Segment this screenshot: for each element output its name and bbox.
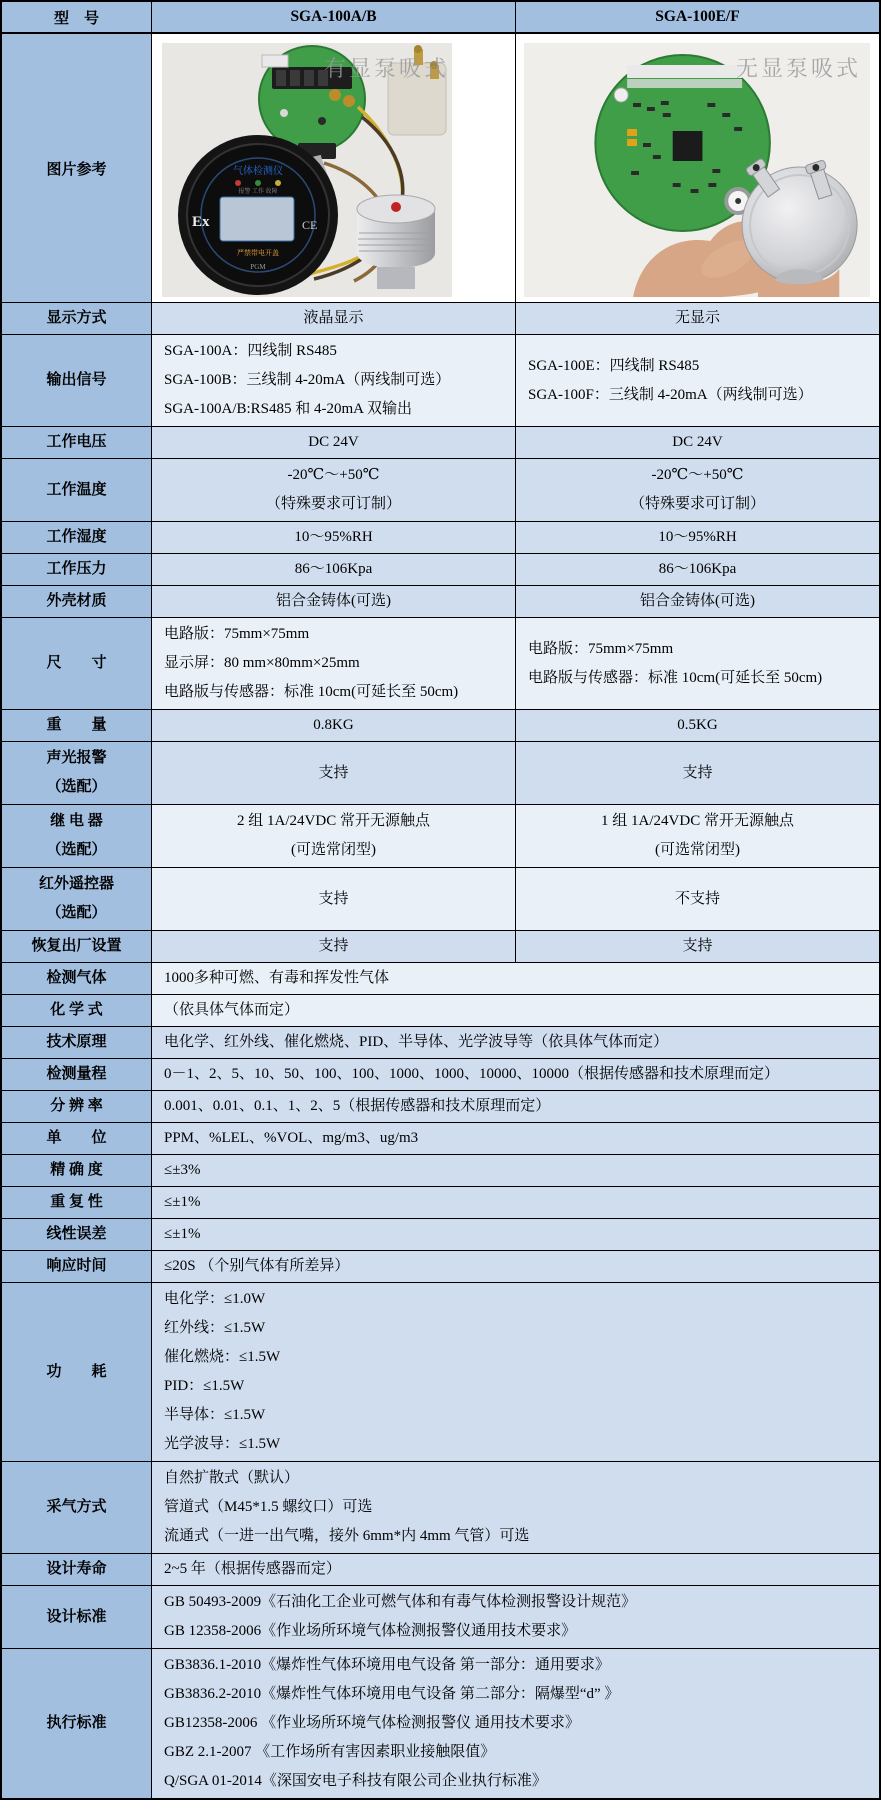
spec-value-line: 0.8KG <box>313 717 354 733</box>
spec-value-line: 红外线：≤1.5W <box>164 1320 266 1336</box>
row-label <box>2 1554 152 1585</box>
row-label-line: 线性误差 <box>46 1226 107 1242</box>
row-label <box>2 554 152 585</box>
row-label <box>2 459 152 521</box>
spec-value-cell <box>516 335 879 426</box>
watermark-pump-no-display: 无显泵吸式 <box>735 56 861 81</box>
table-header-row <box>2 2 879 33</box>
row-label-line: 恢复出厂设置 <box>31 938 122 954</box>
spec-value-line: SGA-100B：三线制 4-20mA（两线制可选） <box>164 372 451 388</box>
header-model-sga100ef: SGA-100E/F <box>516 2 879 32</box>
row-label <box>2 1187 152 1218</box>
spec-value-line: SGA-100E：四线制 RS485 <box>528 357 700 374</box>
spec-row-20 <box>2 1186 879 1218</box>
spec-value-line: GB 12358-2006《作业场所环境气体检测报警仪通用技术要求》 <box>164 1623 577 1639</box>
spec-value-line: 不支持 <box>674 890 720 907</box>
spec-value-line: 2 组 1A/24VDC 常开无源触点 <box>237 813 430 829</box>
spec-row-1 <box>2 334 879 426</box>
spec-value-line: 86～106Kpa <box>294 561 373 577</box>
spec-value-cell <box>152 1059 879 1090</box>
row-label <box>2 586 152 617</box>
spec-value-cell <box>516 868 879 930</box>
header-model-label: 型 号 <box>2 2 152 32</box>
row-label-line: 红外遥控器 <box>38 876 114 892</box>
spec-value-line: 催化燃烧：≤1.5W <box>164 1349 281 1365</box>
spec-value-cell <box>152 618 516 709</box>
spec-row-14 <box>2 994 879 1026</box>
svg-text:气体检测仪: 气体检测仪 <box>233 166 283 177</box>
spec-value-line: 支持 <box>318 890 349 907</box>
spec-value-cell <box>516 303 879 334</box>
spec-value-line: PPM、%LEL、%VOL、mg/m3、ug/m3 <box>164 1130 419 1146</box>
row-label-line: 工作电压 <box>46 434 107 450</box>
spec-row-24 <box>2 1461 879 1553</box>
spec-value-line: 0.001、0.01、0.1、1、2、5（根据传感器和技术原理而定） <box>164 1098 551 1114</box>
spec-value-line: -20℃～+50℃ <box>651 467 744 483</box>
row-label <box>2 995 152 1026</box>
spec-value-line: Q/SGA 01-2014《深国安电子科技有限公司企业执行标准》 <box>164 1773 547 1789</box>
row-label-line: 采气方式 <box>46 1499 107 1515</box>
spec-value-line: ≤±1% <box>164 1226 201 1242</box>
spec-value-cell <box>152 1554 879 1585</box>
spec-row-12 <box>2 930 879 962</box>
row-label-line: 工作压力 <box>46 561 107 577</box>
spec-value-line: 液晶显示 <box>303 310 364 326</box>
svg-text:严禁带电开盖: 严禁带电开盖 <box>237 249 279 257</box>
spec-value-line: 铝合金铸体(可选) <box>276 593 391 609</box>
spec-value-line: GB 50493-2009《石油化工企业可燃气体和有毒气体检测报警设计规范》 <box>164 1594 637 1610</box>
spec-row-5 <box>2 553 879 585</box>
row-label-line: 外壳材质 <box>46 593 107 609</box>
row-label <box>2 742 152 804</box>
spec-value-line: (可选常闭型) <box>291 842 376 858</box>
spec-value-line: SGA-100A：四线制 RS485 <box>164 343 337 359</box>
spec-value-cell <box>152 1091 879 1122</box>
spec-value-cell <box>152 1027 879 1058</box>
spec-value-line: 半导体：≤1.5W <box>164 1407 266 1423</box>
row-label <box>2 1219 152 1250</box>
spec-row-11 <box>2 867 879 930</box>
svg-text:CE: CE <box>302 218 318 232</box>
row-label-line: 化 学 式 <box>50 1002 103 1018</box>
row-label-line: 功 耗 <box>46 1363 107 1380</box>
spec-value-cell <box>152 427 516 458</box>
spec-value-line: 无显示 <box>674 310 720 326</box>
spec-value-cell <box>152 931 516 962</box>
spec-row-9 <box>2 741 879 804</box>
row-label <box>2 963 152 994</box>
row-label <box>2 805 152 867</box>
photo-row-label: 图片参考 <box>2 34 152 302</box>
spec-value-cell <box>152 1462 879 1553</box>
spec-value-cell <box>516 522 879 553</box>
spec-value-line: -20℃～+50℃ <box>287 467 380 483</box>
spec-value-cell <box>516 618 879 709</box>
spec-value-line: 电化学、红外线、催化燃烧、PID、半导体、光学波导等（依具体气体而定） <box>164 1034 669 1050</box>
row-label-line: 重 量 <box>46 717 107 733</box>
spec-value-line: 铝合金铸体(可选) <box>640 593 755 609</box>
spec-value-line: 电路版：75mm×75mm <box>164 626 310 642</box>
spec-value-line: 0－1、2、5、10、50、100、100、1000、1000、10000、10000（根据传感器和技术原理而定） <box>164 1066 780 1082</box>
row-label-line: 执行标准 <box>46 1715 107 1731</box>
row-label-line: 分 辨 率 <box>50 1098 103 1114</box>
spec-value-line: GB3836.2-2010《爆炸性气体环境用电气设备 第二部分：隔爆型“d” 》 <box>164 1686 620 1702</box>
spec-value-cell <box>152 1155 879 1186</box>
row-label <box>2 868 152 930</box>
spec-value-line: 光学波导：≤1.5W <box>164 1436 281 1452</box>
spec-value-line: 显示屏：80 mm×80mm×25mm <box>164 655 360 671</box>
spec-value-cell <box>152 335 516 426</box>
spec-row-15 <box>2 1026 879 1058</box>
spec-value-cell <box>152 995 879 1026</box>
spec-value-line: GBZ 2.1-2007 《工作场所有害因素职业接触限值》 <box>164 1744 496 1760</box>
spec-value-cell <box>152 459 516 521</box>
spec-row-0 <box>2 302 879 334</box>
spec-row-3 <box>2 458 879 521</box>
spec-value-line: ≤20S （个别气体有所差异） <box>164 1258 350 1274</box>
spec-row-7 <box>2 617 879 709</box>
row-label-line: 检测量程 <box>46 1066 107 1082</box>
spec-row-6 <box>2 585 879 617</box>
watermark-pump-with-display: 有显泵吸式 <box>323 56 449 81</box>
row-label-line: （选配） <box>46 779 107 795</box>
spec-value-line: SGA-100F：三线制 4-20mA（两线制可选） <box>528 386 813 403</box>
spec-value-line: GB12358-2006 《作业场所环境气体检测报警仪 通用技术要求》 <box>164 1715 580 1731</box>
row-label <box>2 1091 152 1122</box>
row-label <box>2 335 152 426</box>
spec-value-cell <box>152 805 516 867</box>
row-label <box>2 522 152 553</box>
spec-value-cell <box>152 963 879 994</box>
row-label <box>2 1462 152 1553</box>
spec-row-2 <box>2 426 879 458</box>
spec-value-line: GB3836.1-2010《爆炸性气体环境用电气设备 第一部分：通用要求》 <box>164 1657 610 1673</box>
spec-value-line: 10～95%RH <box>294 529 373 545</box>
spec-value-cell <box>152 1649 879 1798</box>
spec-value-line: 1 组 1A/24VDC 常开无源触点 <box>601 813 794 829</box>
photo-sga100ab <box>152 34 516 302</box>
row-label-line: 技术原理 <box>46 1034 107 1050</box>
spec-row-22 <box>2 1250 879 1282</box>
spec-value-line: 支持 <box>682 938 713 954</box>
row-label <box>2 427 152 458</box>
spec-value-cell <box>152 1586 879 1648</box>
spec-value-cell <box>152 522 516 553</box>
spec-value-line: 1000多种可燃、有毒和挥发性气体 <box>164 970 390 986</box>
spec-row-25 <box>2 1553 879 1585</box>
row-label-line: 单 位 <box>46 1130 107 1146</box>
spec-value-line: DC 24V <box>308 434 359 450</box>
spec-value-line: ≤±3% <box>164 1162 201 1178</box>
row-label-line: 检测气体 <box>46 970 107 986</box>
svg-text:PGM: PGM <box>250 263 266 271</box>
spec-value-line: 支持 <box>318 764 349 781</box>
spec-value-cell <box>152 1219 879 1250</box>
spec-value-line: 电化学：≤1.0W <box>164 1291 266 1307</box>
spec-row-26 <box>2 1585 879 1648</box>
row-label-line: 声光报警 <box>46 750 107 766</box>
spec-value-line: （依具体气体而定） <box>164 1002 300 1018</box>
row-label <box>2 1059 152 1090</box>
spec-row-16 <box>2 1058 879 1090</box>
row-label-line: （选配） <box>46 842 107 858</box>
spec-row-19 <box>2 1154 879 1186</box>
spec-row-13 <box>2 962 879 994</box>
photo-sga100ef <box>516 34 879 302</box>
row-label-line: 精 确 度 <box>50 1162 103 1178</box>
row-label <box>2 1155 152 1186</box>
spec-value-line: 86～106Kpa <box>658 561 737 577</box>
row-label-line: 输出信号 <box>46 372 107 388</box>
spec-value-line: 电路版：75mm×75mm <box>528 640 674 657</box>
spec-rows <box>2 302 879 1798</box>
spec-row-17 <box>2 1090 879 1122</box>
spec-value-cell <box>516 586 879 617</box>
spec-value-line: PID：≤1.5W <box>164 1378 245 1394</box>
photo-reference-row <box>2 33 879 302</box>
spec-value-line: 自然扩散式（默认） <box>164 1470 300 1486</box>
row-label-line: 尺 寸 <box>46 655 107 671</box>
spec-value-line: （特殊要求可订制） <box>265 496 401 512</box>
spec-value-cell <box>152 1283 879 1461</box>
spec-value-cell <box>516 554 879 585</box>
spec-value-line: 电路版与传感器：标准 10cm(可延长至 50cm) <box>528 669 823 686</box>
spec-value-cell <box>152 868 516 930</box>
spec-value-cell <box>152 1251 879 1282</box>
row-label <box>2 931 152 962</box>
row-label-line: 工作湿度 <box>46 529 107 545</box>
spec-value-line: （特殊要求可订制） <box>629 496 765 512</box>
spec-row-23 <box>2 1282 879 1461</box>
row-label-line: 响应时间 <box>46 1258 107 1274</box>
spec-row-4 <box>2 521 879 553</box>
spec-value-line: 支持 <box>682 764 713 781</box>
spec-value-cell <box>516 459 879 521</box>
spec-row-10 <box>2 804 879 867</box>
spec-row-8 <box>2 709 879 741</box>
spec-value-line: 电路版与传感器：标准 10cm(可延长至 50cm) <box>164 684 459 700</box>
row-label <box>2 303 152 334</box>
header-model-sga100ab: SGA-100A/B <box>152 2 516 32</box>
spec-row-18 <box>2 1122 879 1154</box>
spec-value-line: SGA-100A/B:RS485 和 4-20mA 双输出 <box>164 401 412 417</box>
spec-value-line: 流通式（一进一出气嘴，接外 6mm*内 4mm 气管）可选 <box>164 1528 530 1544</box>
row-label <box>2 1586 152 1648</box>
spec-value-line: 管道式（M45*1.5 螺纹口）可选 <box>164 1499 373 1515</box>
spec-value-line: 支持 <box>318 938 349 954</box>
spec-value-cell <box>152 1123 879 1154</box>
spec-value-cell <box>516 931 879 962</box>
row-label-line: 重 复 性 <box>50 1194 103 1210</box>
spec-value-line: DC 24V <box>672 434 723 450</box>
row-label-line: 设计标准 <box>46 1608 107 1625</box>
spec-value-cell <box>516 427 879 458</box>
spec-value-line: 10～95%RH <box>658 529 737 545</box>
row-label <box>2 1649 152 1798</box>
row-label <box>2 1027 152 1058</box>
spec-value-cell <box>152 586 516 617</box>
row-label-line: 设计寿命 <box>46 1561 107 1577</box>
row-label-line: 显示方式 <box>46 310 107 326</box>
svg-text:Ex: Ex <box>192 214 210 230</box>
svg-text:报警 工作 故障: 报警 工作 故障 <box>238 189 278 195</box>
spec-value-line: (可选常闭型) <box>655 842 740 858</box>
spec-row-27 <box>2 1648 879 1798</box>
spec-value-cell <box>152 554 516 585</box>
row-label <box>2 710 152 741</box>
spec-value-cell <box>152 303 516 334</box>
spec-value-line: 2~5 年（根据传感器而定） <box>164 1561 341 1577</box>
spec-row-21 <box>2 1218 879 1250</box>
row-label <box>2 1283 152 1461</box>
spec-value-cell <box>516 710 879 741</box>
spec-value-cell <box>516 805 879 867</box>
spec-value-line: ≤±1% <box>164 1194 201 1210</box>
row-label-line: （选配） <box>46 905 107 921</box>
row-label <box>2 1251 152 1282</box>
spec-value-cell <box>516 742 879 804</box>
spec-value-cell <box>152 1187 879 1218</box>
row-label <box>2 1123 152 1154</box>
row-label-line: 工作温度 <box>46 481 107 498</box>
row-label <box>2 618 152 709</box>
spec-value-cell <box>152 710 516 741</box>
spec-value-line: 0.5KG <box>677 717 718 733</box>
row-label-line: 继 电 器 <box>50 813 103 829</box>
spec-value-cell <box>152 742 516 804</box>
